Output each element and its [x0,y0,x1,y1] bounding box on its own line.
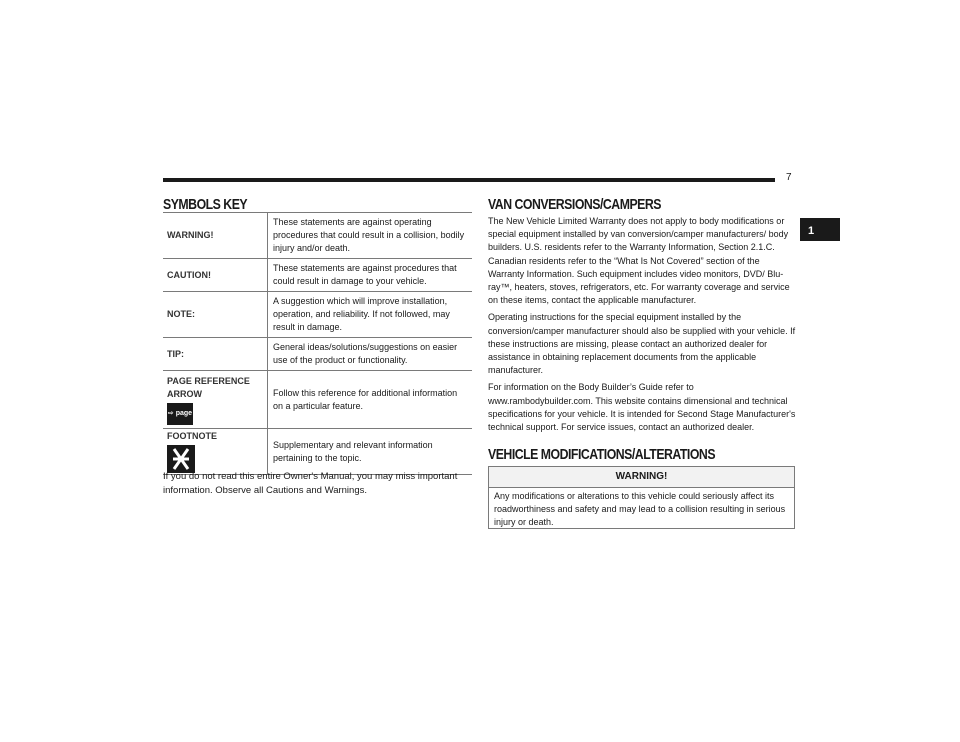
warning-title: WARNING! [489,467,794,488]
van-conversions-heading: VAN CONVERSIONS/CAMPERS [488,196,661,213]
chapter-tab[interactable]: 1 [800,218,840,241]
table-row [163,338,472,371]
symbol-description: Supplementary and relevant information pertaining to the topic. [268,429,473,475]
symbol-term: CAUTION! [163,259,268,292]
table-row [163,213,472,259]
symbol-term: PAGE REFERENCE ARROW [167,375,250,399]
footnote-icon [167,445,195,473]
vehicle-modifications-heading: VEHICLE MODIFICATIONS/ALTERATIONS [488,446,716,463]
table-row [163,259,472,292]
symbol-term: NOTE: [163,292,268,338]
page-number: 7 [786,172,792,183]
footnote-term [163,429,268,475]
page-reference-term [163,371,268,429]
symbol-description: These statements are against procedures that could result in damage to your vehicle. [268,259,473,292]
page-arrow-label: page [175,409,193,417]
symbol-description: A suggestion which will improve installation, operation, and reliability. If not followed, may result in damage. [268,292,473,338]
symbol-description: These statements are against operating procedures that could result in a collision, bodily injury and/or death. [268,213,473,259]
manual-notice: If you do not read this entire Owner's Manual, you may miss important information. Observe all Cautions and Warnings. [163,471,458,496]
symbol-term: FOOTNOTE [167,431,217,441]
symbol-description: Follow this reference for additional information on a particular feature. [268,371,473,429]
top-rule [163,178,775,182]
table-row [163,371,472,429]
table-row [163,429,472,475]
body-paragraph: For information on the Body Builder’s Guide refer to www.rambodybuilder.com. This website contains dimensional and technical specifications for your vehicle. It is intended for Second Stage Manufacturer's technical support. For service issues, contact an authorized dealer. [488,382,796,433]
page-arrow-icon: ⇨ page [167,403,193,425]
symbols-key-heading: SYMBOLS KEY [163,196,248,213]
symbol-term: TIP: [163,338,268,371]
table-row [163,292,472,338]
symbols-key-table [163,212,472,475]
symbol-term: WARNING! [163,213,268,259]
body-paragraph: Operating instructions for the special equipment installed by the conversion/camper manufacturer should also be supplied with your vehicle. If these instructions are missing, please contact an authorized dealer for assistance in obtaining replacement documents from the applicable manufacturer. [488,312,796,376]
symbol-description: General ideas/solutions/suggestions on easier use of the product or functionality. [268,338,473,371]
warning-box [488,466,795,529]
body-paragraph: The New Vehicle Limited Warranty does not apply to body modifications or special equipment installed by van conversion/camper manufacturers/ body builders. U.S. residents refer to the Warranty Information, Section 2.1.C. Canadian residents refer to the “What Is Not Covered” section of the Warranty Information. Such equipment includes video monitors, DVD/ Blu-ray™, heaters, stoves, refrigerators, etc. For warranty coverage and service on these items, contact the applicable manufacturer. [488,216,790,306]
van-conversions-body [488,215,798,438]
warning-text: Any modifications or alterations to this vehicle could seriously affect its roadworthiness and safety and may lead to a collision resulting in serious injury or death. [494,491,786,527]
